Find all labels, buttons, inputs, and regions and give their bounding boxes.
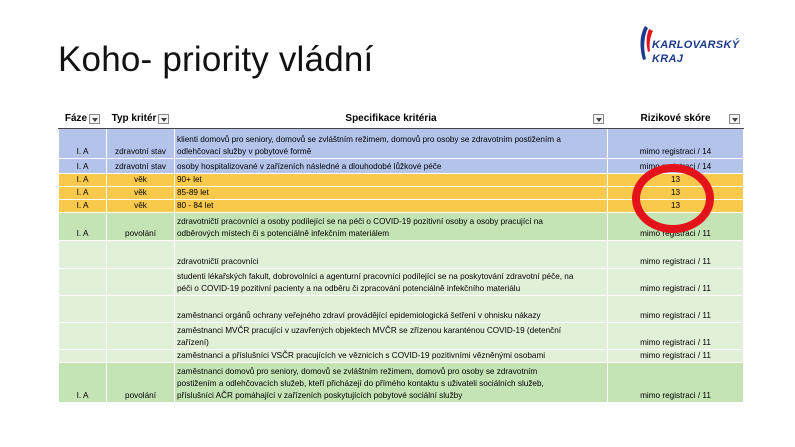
table-row: I. A věk 80 - 84 let 13 — [59, 199, 744, 212]
table-row: zaměstnanci a příslušníci VSČR pracujících ve věznicích s COVID-19 pozitivními vězněnými osobami mimo registraci / 11 — [59, 349, 744, 362]
table-row: I. A věk 85-89 let 13 — [59, 186, 744, 199]
karlovarsky-kraj-logo — [636, 24, 746, 72]
slide-title: Koho- priority vládní — [58, 40, 374, 79]
filter-dropdown-icon[interactable] — [158, 114, 169, 124]
spec-cell: studenti lékařských fakult, dobrovolníci a agenturní pracovníci podílející se na poskytování zdravotní péče, na péči o COVID-19 pozitivní pacienty a na odběru či zpracování potenciálně infekčního materiálu — [175, 268, 608, 295]
table-row: I. A povolání zaměstnanci domovů pro seniory, domovů se zvláštním režimem, domovů pro osoby se zdravotním postižením a odlehčovacích služeb, kteří přicházejí do přímého kontaktu s uživateli sociálních služeb, příslušníci AČR pomáhající v zařízeních poskytujících pobytové sociální služby mimo registraci / 11 — [59, 362, 744, 402]
filter-dropdown-icon[interactable] — [89, 114, 100, 124]
table-row: zaměstnanci MVČR pracující v uzavřených objektech MVČR se zřízenou karanténou COVID-19 (detenční zařízení) mimo registraci / 11 — [59, 322, 744, 349]
spec-cell: klienti domovů pro seniory, domovů se zvláštním režimem, domovů pro osoby se zdravotním postižením a odlehčovací služby v pobytové formě — [175, 128, 608, 158]
logo-text-line1: KARLOVARSKÝ — [652, 39, 740, 51]
spec-cell: osoby hospitalizované v zařízeních následné a dlouhodobé lůžkové péče — [175, 158, 608, 173]
criteria-table — [58, 111, 744, 403]
header-spec: Specifikace kritéria — [175, 111, 608, 128]
spec-cell: zdravotničtí pracovníci a osoby podílející se na péči o COVID-19 pozitivní osoby a osoby pracující na odběrových místech či s potenciálně infekčním materiálem — [175, 212, 608, 240]
header-type: Typ kritér — [107, 111, 175, 128]
filter-dropdown-icon[interactable] — [593, 114, 604, 124]
header-phase: Fáze — [59, 111, 107, 128]
table-row: I. A zdravotní stav osoby hospitalizované v zařízeních následné a dlouhodobé lůžkové péče mimo registraci / 14 — [59, 158, 744, 173]
table-row: I. A zdravotní stav klienti domovů pro seniory, domovů se zvláštním režimem, domovů pro osoby se zdravotním postižením a odlehčovací služby v pobytové formě mimo registraci / 14 — [59, 128, 744, 158]
spec-cell: zaměstnanci a příslušníci VSČR pracujících ve věznicích s COVID-19 pozitivními vězněnými osobami — [175, 349, 608, 362]
spec-cell: zaměstnanci orgánů ochrany veřejného zdraví provádějící epidemiologická šetření v ohnisku nákazy — [175, 295, 608, 322]
table-row: studenti lékařských fakult, dobrovolníci a agenturní pracovníci podílející se na poskytování zdravotní péče, na péči o COVID-19 pozitivní pacienty a na odběru či zpracování potenciálně infekčního materiálu mimo registraci / 11 — [59, 268, 744, 295]
filter-dropdown-icon[interactable] — [729, 114, 740, 124]
table-row: zaměstnanci orgánů ochrany veřejného zdraví provádějící epidemiologická šetření v ohnisku nákazy mimo registraci / 11 — [59, 295, 744, 322]
table-header-row — [59, 111, 744, 128]
logo-text-line2: KRAJ — [652, 53, 684, 65]
header-score: Rizikové skóre — [608, 111, 744, 128]
spec-cell: zaměstnanci MVČR pracující v uzavřených objektech MVČR se zřízenou karanténou COVID-19 (detenční zařízení) — [175, 322, 608, 349]
table-row: I. A povolání zdravotničtí pracovníci a osoby podílející se na péči o COVID-19 pozitivní osoby a osoby pracující na odběrových místech či s potenciálně infekčním materiálem mimo registraci / 11 — [59, 212, 744, 240]
spec-cell: 80 - 84 let — [175, 199, 608, 212]
spec-cell: 85-89 let — [175, 186, 608, 199]
table-row: zdravotničtí pracovníci mimo registraci / 11 — [59, 240, 744, 268]
spec-cell: 90+ let — [175, 173, 608, 186]
table-row: I. A věk 90+ let 13 — [59, 173, 744, 186]
spec-cell: zdravotničtí pracovníci — [175, 240, 608, 268]
spec-cell: zaměstnanci domovů pro seniory, domovů se zvláštním režimem, domovů pro osoby se zdravotním postižením a odlehčovacích služeb, kteří přicházejí do přímého kontaktu s uživateli sociálních služeb, příslušníci AČR pomáhající v zařízeních poskytujících pobytové sociální služby — [175, 362, 608, 402]
